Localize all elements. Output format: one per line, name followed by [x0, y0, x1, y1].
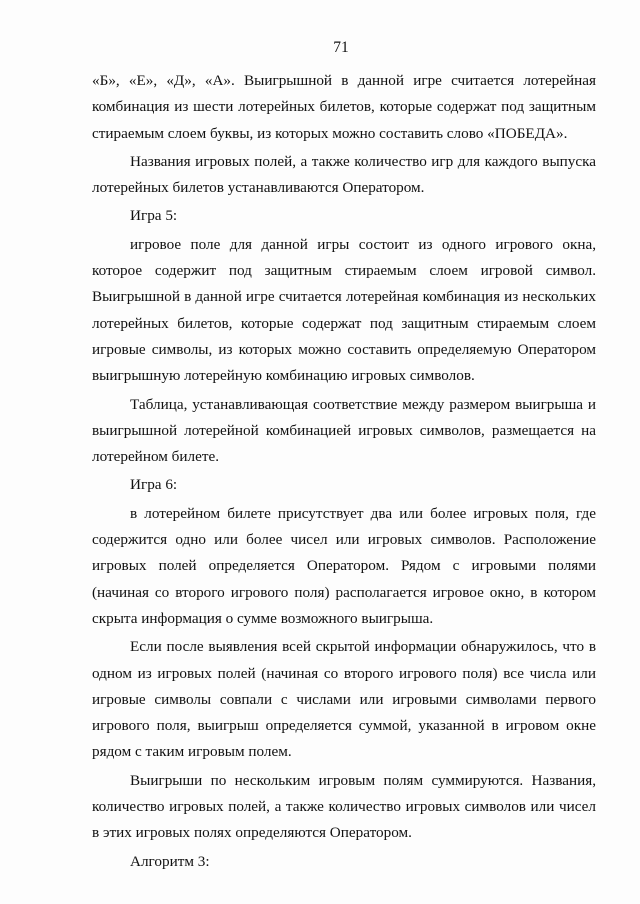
paragraph-game-6-summation: Выигрыши по нескольким игровым полям суммируются. Названия, количество игровых полей, а также количество игровых символов или чисел в этих игровых полях определяются Оператором. — [92, 771, 596, 842]
document-body — [92, 68, 596, 875]
paragraph-game-6-winning-rule: Если после выявления всей скрытой информации обнаружилось, что в одном из игровых полей (начиная со второго игрового поля) все числа или игровые символы совпали с числами или игровыми символами первого игрового поля, выигрыш определяется суммой, указанной в игровом окне рядом с таким игровым полем. — [92, 638, 596, 761]
paragraph-continuation: «Б», «Е», «Д», «А». Выигрышной в данной игре считается лотерейная комбинация из шести лотерейных билетов, которые содержат под защитным стираемым слоем буквы, из которых можно составить слово «ПОБЕДА». — [92, 72, 596, 142]
paragraph-game-5-description: игровое поле для данной игры состоит из одного игрового окна, которое содержит под защитным стираемым слоем игровой символ. Выигрышной в данной игре считается лотерейная комбинация из нескольких лотерейных билетов, которые содержат под защитным стираемым слоем игровые символы, из которых можно составить определяемую Оператором выигрышную лотерейную комбинацию игровых символов. — [92, 235, 596, 385]
heading-game-5: Игра 5: — [130, 207, 178, 225]
paragraph-game-fields-note: Названия игровых полей, а также количество игр для каждого выпуска лотерейных билетов устанавливаются Оператором. — [92, 152, 596, 197]
page-number: 71 — [333, 39, 349, 56]
heading-algorithm-3: Алгоритм 3: — [130, 852, 210, 870]
heading-game-6: Игра 6: — [130, 476, 178, 494]
paragraph-prize-table: Таблица, устанавливающая соответствие между размером выигрыша и выигрышной лотерейной комбинацией игровых символов, размещается на лотерейном билете. — [92, 395, 596, 466]
paragraph-game-6-description: в лотерейном билете присутствует два или более игровых поля, где содержится одно или более чисел или игровых символов. Расположение игровых полей определяется Оператором. Рядом с игровыми полями (начиная со второго игрового поля) располагается игровое окно, в котором скрыта информация о сумме возможного выигрыша. — [92, 504, 596, 627]
